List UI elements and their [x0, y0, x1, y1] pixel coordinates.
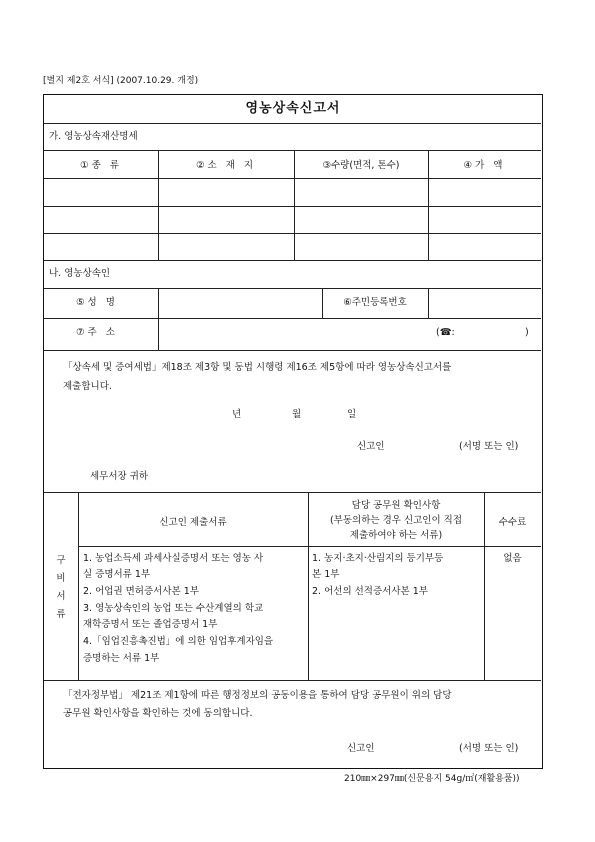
applicant-doc-item: 4.「임업진흥촉진법」에 의한 임업후계자임을 — [83, 636, 274, 647]
paper-spec-footer: 210㎜×297㎜(신문용지 54g/㎡(재활용품)) — [344, 774, 520, 784]
divider — [44, 150, 541, 151]
cell-type-3[interactable] — [44, 234, 158, 260]
applicant-docs-header: 신고인 제출서류 — [159, 517, 227, 528]
cell-location-2[interactable] — [159, 207, 294, 233]
phone-field[interactable] — [470, 319, 522, 349]
phone-label: (☎: — [436, 327, 455, 338]
divider — [44, 350, 541, 351]
name-field[interactable] — [159, 289, 322, 317]
form-number-note: [별지 제2호 서식] (2007.10.29. 개정) — [43, 76, 199, 86]
col-header-value: ④가 액 — [463, 160, 506, 171]
cell-value-1[interactable] — [429, 179, 541, 205]
official-docs-header-note: 제출하여야 하는 서류) — [349, 530, 443, 541]
applicant-doc-item: 1. 농업소득세 과세사실증명서 또는 영농 사 — [83, 553, 264, 564]
statement-line-1: 「상속세 및 증여세법」제18조 제3항 및 동법 시행령 제16조 제5항에 따라 영농상속신고서를 — [63, 362, 452, 373]
divider — [44, 492, 541, 493]
official-doc-item: 2. 어선의 선적증서사본 1부 — [312, 586, 428, 597]
name-label: ⑤성 명 — [76, 297, 118, 308]
signature-placeholder[interactable]: (서명 또는 인) — [459, 441, 519, 452]
col-header-type: ①종 류 — [80, 160, 122, 171]
official-doc-item: 본 1부 — [312, 569, 340, 580]
side-label-char: 류 — [56, 609, 66, 620]
cell-quantity-2[interactable] — [295, 207, 428, 233]
fee-value: 없음 — [503, 553, 522, 564]
cell-location-1[interactable] — [159, 179, 294, 205]
section-a-heading: 가. 영농상속재산명세 — [49, 131, 138, 142]
cell-quantity-3[interactable] — [295, 234, 428, 260]
consent-line-1: 「전자정부법」 제21조 제1항에 따른 행정정보의 공동이용을 통하여 담당 공무원이 위의 담당 — [63, 690, 452, 701]
cell-type-2[interactable] — [44, 207, 158, 233]
resident-id-label: ⑥주민등록번호 — [343, 297, 407, 308]
cell-location-3[interactable] — [159, 234, 294, 260]
cell-value-2[interactable] — [429, 207, 541, 233]
col-header-quantity: ③수량(면적, 톤수) — [322, 160, 400, 171]
official-docs-header: 담당 공무원 확인사항 — [351, 500, 441, 511]
consent-applicant-label: 신고인 — [347, 743, 375, 754]
fee-header: 수수료 — [498, 517, 527, 528]
section-b-heading: 나. 영농상속인 — [49, 268, 111, 279]
col-header-location: ②소 재 지 — [195, 160, 257, 171]
cell-type-1[interactable] — [44, 179, 158, 205]
recipient-label: 세무서장 귀하 — [90, 471, 149, 482]
applicant-doc-item: 재학증명서 또는 졸업증명서 1부 — [83, 619, 218, 630]
address-label: ⑦주 소 — [76, 327, 118, 338]
divider — [44, 260, 541, 261]
year-label: 년 — [232, 409, 242, 420]
official-doc-item: 1. 농지·초지·산림지의 등기부등 — [312, 553, 444, 564]
side-label-char: 비 — [56, 573, 66, 584]
cell-quantity-1[interactable] — [295, 179, 428, 205]
consent-line-2: 공무원 확인사항을 확인하는 것에 동의합니다. — [63, 708, 253, 719]
side-label-char: 서 — [56, 591, 66, 602]
day-label: 일 — [347, 409, 357, 420]
applicant-doc-item: 실 증명서류 1부 — [83, 569, 151, 580]
month-label: 월 — [292, 409, 302, 420]
applicant-doc-item: 3. 영농상속인의 농업 또는 수산계열의 학교 — [83, 603, 264, 614]
statement-line-2: 제출합니다. — [63, 381, 112, 392]
applicant-doc-item: 2. 어업권 면허증서사본 1부 — [83, 586, 199, 597]
side-label-char: 구 — [56, 555, 66, 566]
applicant-label: 신고인 — [357, 441, 385, 452]
phone-close-paren: ) — [525, 327, 529, 338]
divider — [78, 546, 541, 547]
address-field[interactable] — [159, 319, 429, 349]
divider — [44, 680, 541, 681]
official-docs-header-note: (부동의하는 경우 신고인이 직접 — [329, 515, 463, 526]
form-title: 영농상속신고서 — [245, 101, 341, 116]
resident-id-field[interactable] — [429, 289, 541, 317]
cell-value-3[interactable] — [429, 234, 541, 260]
title-divider — [44, 123, 541, 124]
consent-signature-placeholder[interactable]: (서명 또는 인) — [459, 743, 519, 754]
applicant-doc-item: 증명하는 서류 1부 — [83, 653, 160, 664]
